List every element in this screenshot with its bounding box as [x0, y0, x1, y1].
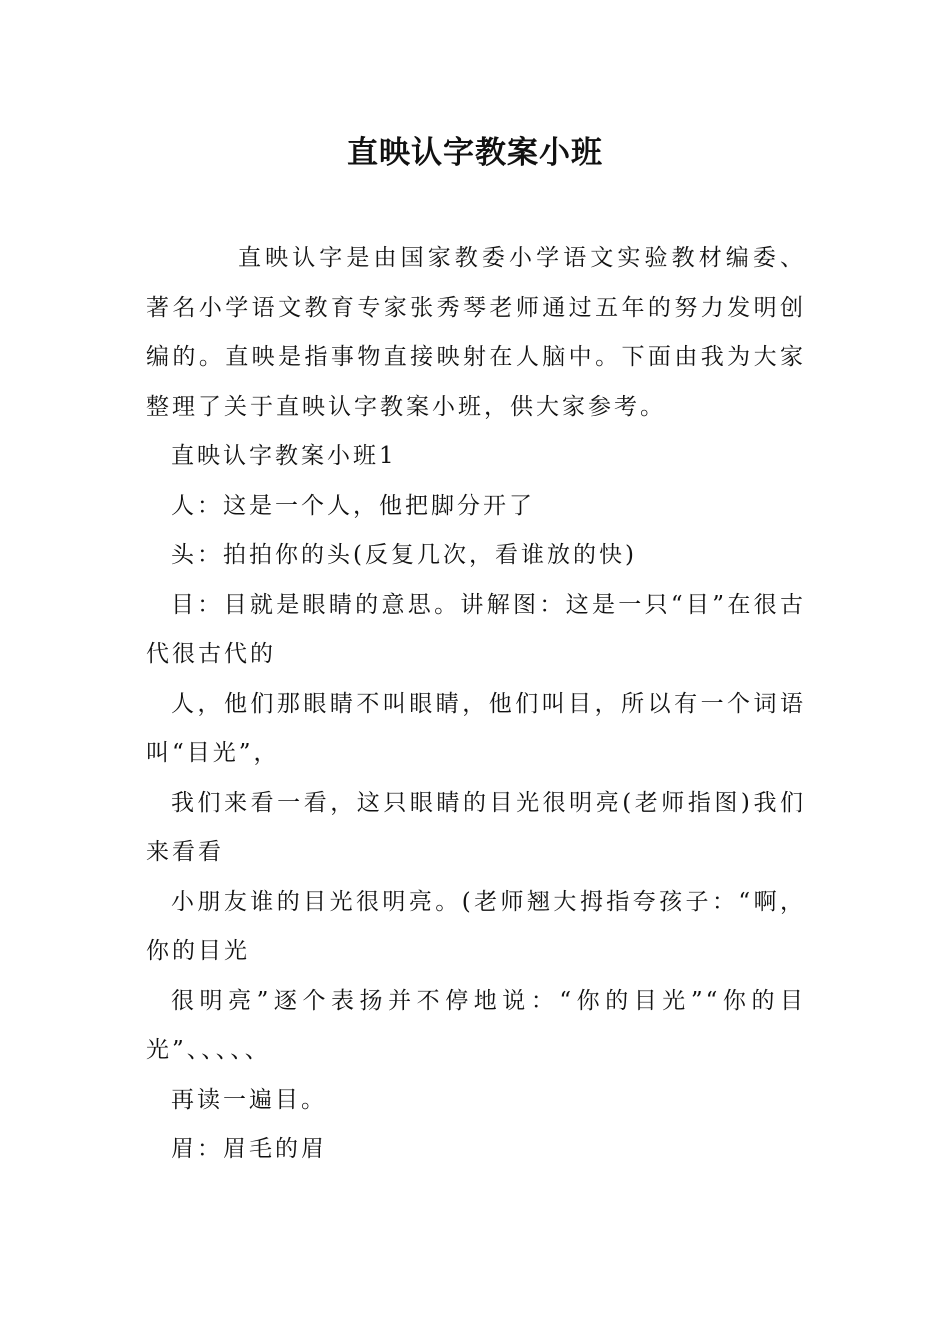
body-paragraph: 小朋友谁的目光很明亮。(老师翘大拇指夸孩子：“啊，你的目光 — [146, 888, 806, 964]
body-paragraph: 再读一遍目。 — [171, 1086, 327, 1113]
body-paragraph: 人：这是一个人，他把脚分开了 — [171, 492, 535, 519]
document-body — [146, 234, 806, 1175]
document-title: 直映认字教案小班 — [347, 135, 603, 171]
body-paragraph: 我们来看一看，这只眼睛的目光很明亮(老师指图)我们来看看 — [146, 789, 806, 865]
body-paragraph: 头：拍拍你的头(反复几次，看谁放的快) — [171, 542, 637, 568]
body-paragraph: 眉：眉毛的眉 — [171, 1136, 327, 1162]
body-paragraph: 人，他们那眼睛不叫眼睛，他们叫目，所以有一个词语叫“目光”， — [146, 690, 806, 766]
section-heading: 直映认字教案小班1 — [171, 443, 397, 469]
body-paragraph: 目：目就是眼睛的意思。讲解图：这是一只“目”在很古代很古代的 — [146, 591, 806, 667]
intro-paragraph: 直映认字是由国家教委小学语文实验教材编委、著名小学语文教育专家张秀琴老师通过五年的努力发明创编的。直映是指事物直接映射在人脑中。下面由我为大家整理了关于直映认字教案小班，供大家参考。 — [146, 245, 806, 420]
body-paragraph: 很明亮”逐个表扬并不停地说：“你的目光”“你的目光”、、、、、 — [146, 987, 806, 1063]
